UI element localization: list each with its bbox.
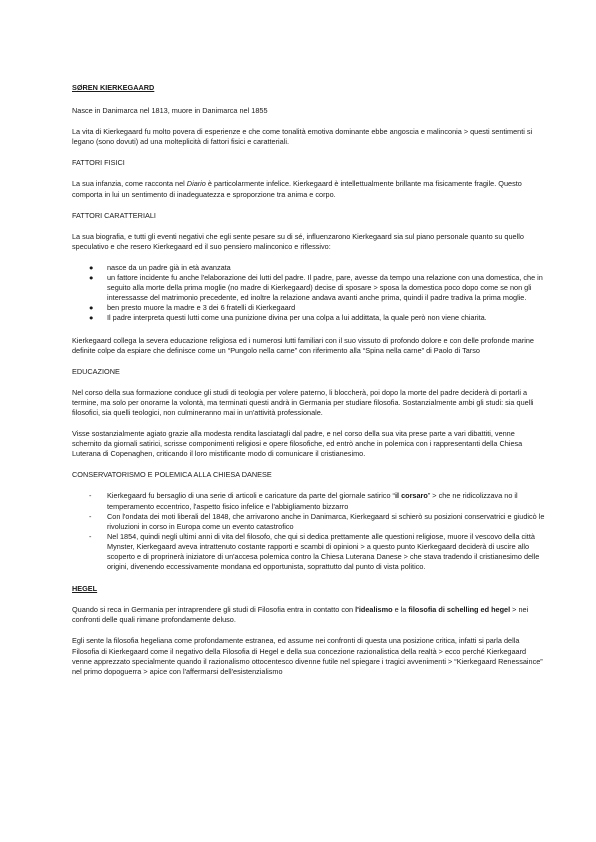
hegel-critique-paragraph: Egli sente la filosofia hegeliana come profondamente estranea, ed assume nei confronti di questa una posizione critica, infatti si parla della Filosofia di Kierkegaard come il negativo della Filosofia di Hegel e della sua concezione razionalistica della realtà > ecco perché Kierkegaard venne apprezzato specialmente quando il razionalismo ottocentesco divenne futile nel spiegare i tragici avvenimenti > “Kierkegaard Renessaince” nel primo dopoguerra > apice con l'affermarsi dell'esistenzialismo (72, 636, 543, 676)
list-item: ● Il padre interpreta questi lutti come una punizione divina per una colpa a lui addittata, la quale però non viene chiarita. (89, 313, 487, 323)
birth-death-paragraph: Nasce in Danimarca nel 1813, muore in Danimarca nel 1855 (72, 106, 268, 116)
list-item: - Kierkegaard fu bersaglio di una serie di articoli e caricature da parte del giornale satirico “il corsaro” > che ne ridicolizzava no il temperamento eccentrico, l'aspetto fisico infelice e l'abbigliamento bizzarro (89, 491, 518, 511)
heading-educazione: EDUCAZIONE (72, 366, 120, 376)
dash-marker: - (89, 511, 92, 521)
bullet-list (72, 263, 546, 324)
dash-marker: - (89, 531, 92, 541)
life-debates-paragraph: Visse sostanzialmente agiato grazie alla modesta rendita lasciatagli dal padre, e nel corso della sua vita prese parte a vari dibattiti, venne schernito da giornali satirici, scrisse componimenti religiosi e opere filosofiche, ed entrò anche in polemica con i rappresentanti della Chiesa Luterana di Copenaghen, criticando il loro mistificante modo di comunicare il cristianesimo. (72, 429, 523, 459)
list-item: - Con l'ondata dei moti liberali del 1848, che arrivarono anche in Danimarca, Kierkegaard si schierò su posizioni conservatrici e giudicò le rivoluzioni in corso in Europa come un evento catastrofico (89, 511, 545, 531)
bullet-marker: ● (89, 262, 94, 272)
studies-paragraph: Nel corso della sua formazione conduce gli studi di teologia per volere paterno, li bloccherà, poi dopo la morte del padre deciderà di portarli a termine, ma solo per onorarne la volontà, ma terminati questi andrà in Germania per studiare filosofia. Sostanzialmente ambi gli studi: sia quelli filosofici, sia quelli teologici, non culmineranno mai in un'attività professionale. (72, 387, 534, 417)
dash-list (72, 491, 546, 572)
bullet-marker: ● (89, 313, 94, 323)
list-item: ● nasce da un padre già in età avanzata (89, 262, 231, 272)
heading-fattori-caratteriali: FATTORI CARATTERIALI (72, 210, 156, 220)
list-item: ● ben presto muore la madre e 3 dei 6 fratelli di Kierkegaard (89, 303, 296, 313)
heading-conservatorismo: CONSERVATORISMO E POLEMICA ALLA CHIESA DANESE (72, 470, 272, 480)
religious-education-paragraph: Kierkegaard collega la severa educazione religiosa ed i numerosi lutti familiari con il suo vissuto di profondo dolore e con delle profonde marine definite colpe da espiare che definisce come un “Pungolo nella carne” con riferimento alla “Spina nella carne” di Paolo di Tarso (72, 335, 534, 355)
dash-marker: - (89, 491, 92, 501)
germany-paragraph: Quando si reca in Germania per intraprendere gli studi di Filosofia entra in contatto con l'idealismo e la filosofia di schelling ed hegel > nei confronti delle quali rimane profondamente deluso. (72, 605, 529, 625)
il-corsaro-bold: il corsaro (394, 491, 428, 501)
childhood-paragraph: La sua infanzia, come racconta nel Diario è particolarmente infelice. Kierkegaard è intellettualmente brillante ma fisicamente fragile. Questo comporta in lui un sentimento di inadeguatezza e sproporzione tra anima e corpo. (72, 179, 522, 199)
diario-italic: Diario (186, 179, 206, 189)
schelling-hegel-bold: filosofia di schelling ed hegel (408, 605, 511, 615)
bullet-marker: ● (89, 303, 94, 313)
list-item: ● un fattore incidente fu anche l'elaborazione dei lutti del padre. Il padre, pare, avesse da tempo una relazione con una domestica, che in seguito alla morte della prima moglie (no madre di Kierkegaard) decise di sposare > sposa la domestica poco dopo come se non gli interessasse del matrimonio precedente, ed inoltre la relazione andava avanti anche prima, quindi il padre tradiva la prima moglie. (89, 273, 543, 303)
biography-paragraph: La sua biografia, e tutti gli eventi negativi che egli sente pesare su di sé, influenzarono Kierkegaard sia sul piano personale quanto su quello speculativo e che resero Kierkegaard ed il suo pensiero malinconico e riflessivo: (72, 231, 524, 251)
list-item: - Nel 1854, quindi negli ultimi anni di vita del filosofo, che qui si dedica prettamente alle questioni religiose, muore il vescovo della città Mynster, Kierkegaard aveva intrattenuto costante rapporti e scambi di opinioni > a questo punto Kierkegaard deciderà di uscire allo scoperto e di proprinerà iniziatore di un'accesa polemica contro la Chiesa Luterana Danese > che stava tradendo il cristianesimo delle origini, divenendo eccessivamente mondana ed opportunista, soprattutto dal punto di vista politico. (89, 531, 540, 572)
heading-hegel: HEGEL (72, 584, 98, 594)
idealismo-bold: l'idealismo (355, 605, 393, 615)
document-title: SØREN KIERKEGAARD (72, 83, 155, 92)
life-intro-paragraph: La vita di Kierkegaard fu molto povera di esperienze e che come tonalità emotiva dominante ebbe angoscia e malinconia > questi sentimenti si legano (sono dovuti) ad una molteplicità di fattori fisici e caratteriali. (72, 127, 533, 147)
heading-fattori-fisici: FATTORI FISICI (72, 158, 125, 168)
bullet-marker: ● (89, 273, 94, 283)
